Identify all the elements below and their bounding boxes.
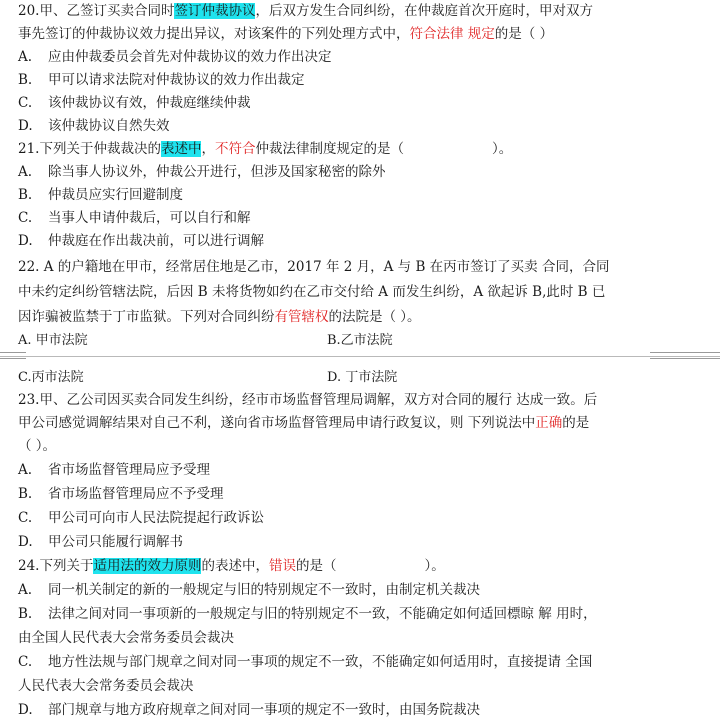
q22-red-keyword: 有管辖权 [274, 309, 329, 325]
option-letter: D. [18, 702, 33, 718]
q22-option-c: C.丙市法院 [18, 370, 84, 385]
q21-stem-cont: 仲裁法律制度规定的是（ [255, 141, 404, 157]
q22-stem-end: 的法院是（ ）。 [328, 309, 421, 325]
q22-option-a: A. 甲市法院 [18, 333, 88, 348]
q24-option-c-cont: 人民代表大会常务委员会裁决 [18, 678, 194, 694]
option-text: 仲裁员应实行回避制度 [48, 187, 183, 203]
q23-stem-line-2 [18, 412, 589, 435]
option-letter: C. [18, 510, 33, 526]
q24-option-a [18, 579, 480, 602]
q21-option-a [18, 161, 386, 184]
option-text: 同一机关制定的新的一般规定与旧的特别规定不一致时，由制定机关裁决 [48, 582, 480, 598]
q21-highlight: 表述中 [160, 141, 202, 157]
q22-stem-line-3 [18, 306, 421, 329]
option-letter: A. [18, 49, 33, 65]
option-text: 应由仲裁委员会首先对仲裁协议的效力作出决定 [48, 49, 332, 65]
q21-comma: ， [201, 141, 215, 157]
q24-red-keyword: 错误 [268, 558, 296, 574]
option-letter: B. [18, 187, 33, 203]
q21-option-c [18, 207, 251, 230]
option-letter: D. [18, 534, 33, 550]
option-letter: C. [18, 654, 33, 670]
q23-stem-line-3: （ ）。 [18, 438, 57, 454]
q24-stem-end: ）。 [424, 558, 445, 574]
option-text: 当事人申请仲裁后，可以自行和解 [48, 210, 251, 226]
option-text: 法律之间对同一事项新的一般规定与旧的特别规定不一致，不能确定如何适回標晾 解 用时， [48, 606, 597, 622]
q20-stem-text-2: 事先签订的仲裁协议效力提出异议，对该案件的下列处理方式中， [18, 26, 410, 42]
page-break-marker-right [650, 352, 720, 359]
q20-option-c [18, 92, 251, 115]
option-text: 省市场监督管理局应不予受理 [48, 486, 224, 502]
option-letter: A. [18, 582, 33, 598]
option-text: 除当事人协议外，仲裁公开进行，但涉及国家秘密的除外 [48, 164, 386, 180]
page-break-divider [0, 356, 720, 357]
q23-option-b [18, 483, 224, 506]
q24-option-d [18, 699, 480, 722]
option-letter: D. [18, 233, 33, 249]
option-text: 甲公司只能履行调解书 [48, 534, 183, 550]
q22-option-d: D. 丁市法院 [327, 370, 398, 385]
option-text: 该仲裁协议有效，仲裁庭继续仲裁 [48, 95, 251, 111]
q20-option-b [18, 69, 305, 92]
option-letter: D. [18, 118, 33, 134]
q21-red-keyword: 不符合 [214, 141, 256, 157]
q20-option-d [18, 115, 170, 138]
q20-stem-line-2 [18, 23, 553, 46]
q20-highlight: 签订仲裁协议 [174, 3, 256, 19]
q22-option-b: B.乙市法院 [327, 333, 393, 348]
q22-options-row-1 [18, 329, 88, 352]
option-text: 甲公司可向市人民法院提起行政诉讼 [48, 510, 264, 526]
q20-stem-text-cont: ，后双方发生合同纠纷，在仲裁庭首次开庭时，甲对双方 [255, 3, 593, 19]
q24-stem-cont: 的表述中， [201, 558, 269, 574]
q21-stem [18, 138, 512, 161]
option-text: 部门规章与地方政府规章之间对同一事项的规定不一致时，由国务院裁决 [48, 702, 480, 718]
q21-option-b [18, 184, 183, 207]
q24-stem-cont-2: 的是（ [295, 558, 337, 574]
q20-option-a [18, 46, 332, 69]
q24-stem-text: 24.下列关于 [18, 558, 94, 574]
q24-highlight: 适用法的效力原则 [93, 558, 202, 574]
q20-stem-text: 20.甲、乙签订买卖合同时 [18, 3, 175, 19]
q22-stem-line-2: 中未约定纠纷管辖法院，后因 B 未将货物如约在乙市交付给 A 而发生纠纷，A 欲起诉 B,此时 B 已 [18, 284, 606, 300]
q23-stem-end: 的是 [562, 415, 590, 431]
option-text: 甲可以请求法院对仲裁协议的效力作出裁定 [48, 72, 305, 88]
option-letter: B. [18, 72, 33, 88]
option-letter: B. [18, 486, 33, 502]
q24-option-c [18, 651, 592, 674]
q20-red-keyword: 符合法律 规定 [409, 26, 495, 42]
q23-stem-text: 甲公司感觉调解结果对自己不利，遂向省市场监督管理局申请行政复议，则 下列说法中 [18, 415, 536, 431]
q22-stem-line-1: 22. A 的户籍地在甲市，经常居住地是乙市，2017 年 2 月，A 与 B 在丙市签订了买卖 合同，合同 [18, 259, 610, 275]
q23-option-a [18, 459, 210, 482]
option-text: 该仲裁协议自然失效 [48, 118, 170, 134]
option-text: 仲裁庭在作出裁决前，可以进行调解 [48, 233, 264, 249]
q21-stem-text: 21.下列关于仲裁裁决的 [18, 141, 161, 157]
q22-stem-text: 因诈骗被监禁于丁市监狱。下列对合同纠纷 [18, 309, 275, 325]
q23-stem-line-1: 23.甲、乙公司因买卖合同发生纠纷，经市市场监督管理局调解，双方对合同的履行 达成一致。后 [18, 392, 598, 408]
option-letter: B. [18, 606, 33, 622]
q24-option-b [18, 603, 597, 626]
page-break-marker-left [0, 352, 26, 359]
q21-option-d [18, 230, 264, 253]
option-text: 省市场监督管理局应予受理 [48, 462, 210, 478]
q21-stem-end: ）。 [491, 141, 513, 157]
option-text: 地方性法规与部门规章之间对同一事项的规定不一致，不能确定如何适用时，直接提请 全国 [48, 654, 593, 670]
q24-option-b-cont: 由全国人民代表大会常务委员会裁决 [18, 630, 234, 646]
q20-stem-line-1 [18, 0, 593, 23]
option-letter: C. [18, 210, 33, 226]
q20-stem-end: 的是（ ） [494, 26, 554, 42]
option-letter: A. [18, 462, 33, 478]
option-letter: A. [18, 164, 33, 180]
q23-option-c [18, 507, 264, 530]
q24-stem [18, 555, 445, 578]
q23-option-d [18, 531, 183, 554]
q23-red-keyword: 正确 [535, 415, 563, 431]
option-letter: C. [18, 95, 33, 111]
